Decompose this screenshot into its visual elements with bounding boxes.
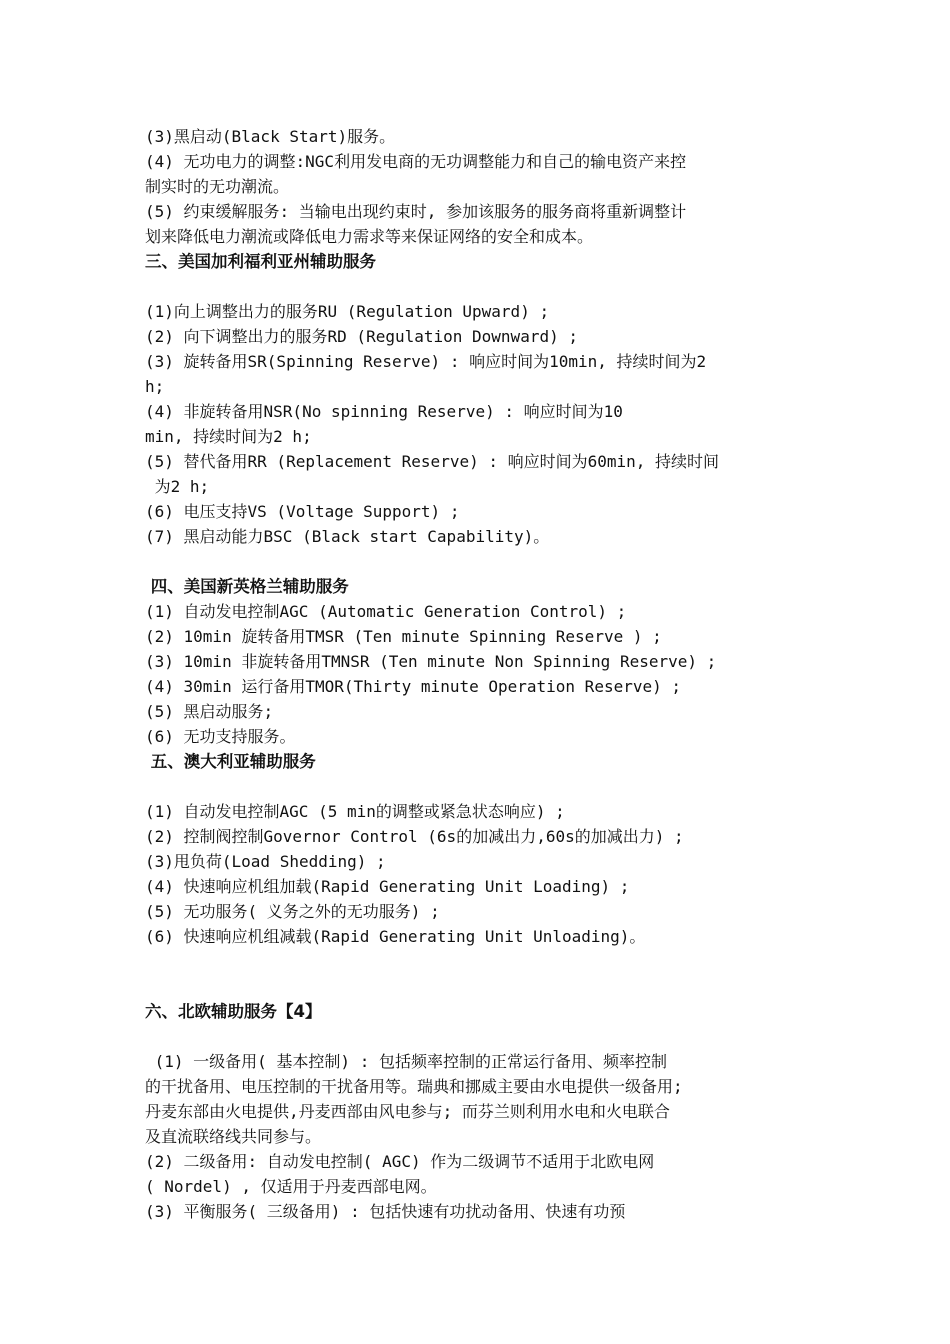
text-line: (6) 快速响应机组减载(Rapid Generating Unit Unloading)。 bbox=[145, 927, 646, 946]
blank-line bbox=[145, 974, 825, 999]
section-heading: 三、美国加利福利亚州辅助服务 bbox=[145, 252, 376, 271]
blank-line bbox=[145, 274, 825, 299]
text-line: (3)甩负荷(Load Shedding) ; bbox=[145, 852, 386, 871]
blank-line bbox=[145, 1024, 825, 1049]
text-line: (3) 旋转备用SR(Spinning Reserve) : 响应时间为10min, 持续时间为2 bbox=[145, 352, 707, 371]
text-line: 划来降低电力潮流或降低电力需求等来保证网络的安全和成本。 bbox=[145, 227, 594, 246]
blank-line bbox=[145, 774, 825, 799]
text-line: (2) 二级备用: 自动发电控制( AGC) 作为二级调节不适用于北欧电网 bbox=[145, 1152, 655, 1171]
document-body bbox=[145, 124, 825, 1224]
text-line: (6) 无功支持服务。 bbox=[145, 727, 296, 746]
text-line: (6) 电压支持VS (Voltage Support) ; bbox=[145, 502, 460, 521]
text-line: 的干扰备用、电压控制的干扰备用等。瑞典和挪威主要由水电提供一级备用; bbox=[145, 1077, 683, 1096]
text-line: (3) 平衡服务( 三级备用) : 包括快速有功扰动备用、快速有功预 bbox=[145, 1202, 626, 1221]
blank-line bbox=[145, 549, 825, 574]
section-heading: 六、北欧辅助服务【4】 bbox=[145, 1002, 322, 1021]
text-line: h; bbox=[145, 377, 165, 396]
text-line: (4) 30min 运行备用TMOR(Thirty minute Operation Reserve) ; bbox=[145, 677, 682, 696]
text-line: (2) 控制阀控制Governor Control (6s的加减出力,60s的加减出力) ; bbox=[145, 827, 684, 846]
text-line: 为2 h; bbox=[145, 477, 210, 496]
text-line: min, 持续时间为2 h; bbox=[145, 427, 312, 446]
text-line: (5) 黑启动服务; bbox=[145, 702, 274, 721]
blank-line bbox=[145, 949, 825, 974]
text-line: 制实时的无功潮流。 bbox=[145, 177, 290, 196]
text-line: (1) 自动发电控制AGC (5 min的调整或紧急状态响应) ; bbox=[145, 802, 565, 821]
text-line: (4) 非旋转备用NSR(No spinning Reserve) : 响应时间为10 bbox=[145, 402, 623, 421]
text-line: (1)向上调整出力的服务RU (Regulation Upward) ; bbox=[145, 302, 550, 321]
text-line: 及直流联络线共同参与。 bbox=[145, 1127, 322, 1146]
text-line: (1) 自动发电控制AGC (Automatic Generation Control) ; bbox=[145, 602, 627, 621]
text-line: 丹麦东部由火电提供,丹麦西部由风电参与; 而芬兰则利用水电和火电联合 bbox=[145, 1102, 670, 1121]
text-line: (3) 10min 非旋转备用TMNSR (Ten minute Non Spinning Reserve) ; bbox=[145, 652, 717, 671]
text-line: (4) 无功电力的调整:NGC利用发电商的无功调整能力和自己的输电资产来控 bbox=[145, 152, 687, 171]
text-line: (5) 约束缓解服务: 当输电出现约束时, 参加该服务的服务商将重新调整计 bbox=[145, 202, 687, 221]
text-line: (4) 快速响应机组加载(Rapid Generating Unit Loading) ; bbox=[145, 877, 630, 896]
text-line: (5) 替代备用RR (Replacement Reserve) : 响应时间为60min, 持续时间 bbox=[145, 452, 720, 471]
text-line: (2) 向下调整出力的服务RD (Regulation Downward) ; bbox=[145, 327, 578, 346]
text-line: (3)黑启动(Black Start)服务。 bbox=[145, 127, 396, 146]
text-line: (5) 无功服务( 义务之外的无功服务) ; bbox=[145, 902, 440, 921]
text-line: (1) 一级备用( 基本控制) : 包括频率控制的正常运行备用、频率控制 bbox=[145, 1052, 667, 1071]
text-line: ( Nordel) , 仅适用于丹麦西部电网。 bbox=[145, 1177, 437, 1196]
text-line: (7) 黑启动能力BSC (Black start Capability)。 bbox=[145, 527, 550, 546]
section-heading: 四、美国新英格兰辅助服务 bbox=[145, 577, 349, 596]
section-heading: 五、澳大利亚辅助服务 bbox=[145, 752, 316, 771]
text-line: (2) 10min 旋转备用TMSR (Ten minute Spinning Reserve ) ; bbox=[145, 627, 662, 646]
